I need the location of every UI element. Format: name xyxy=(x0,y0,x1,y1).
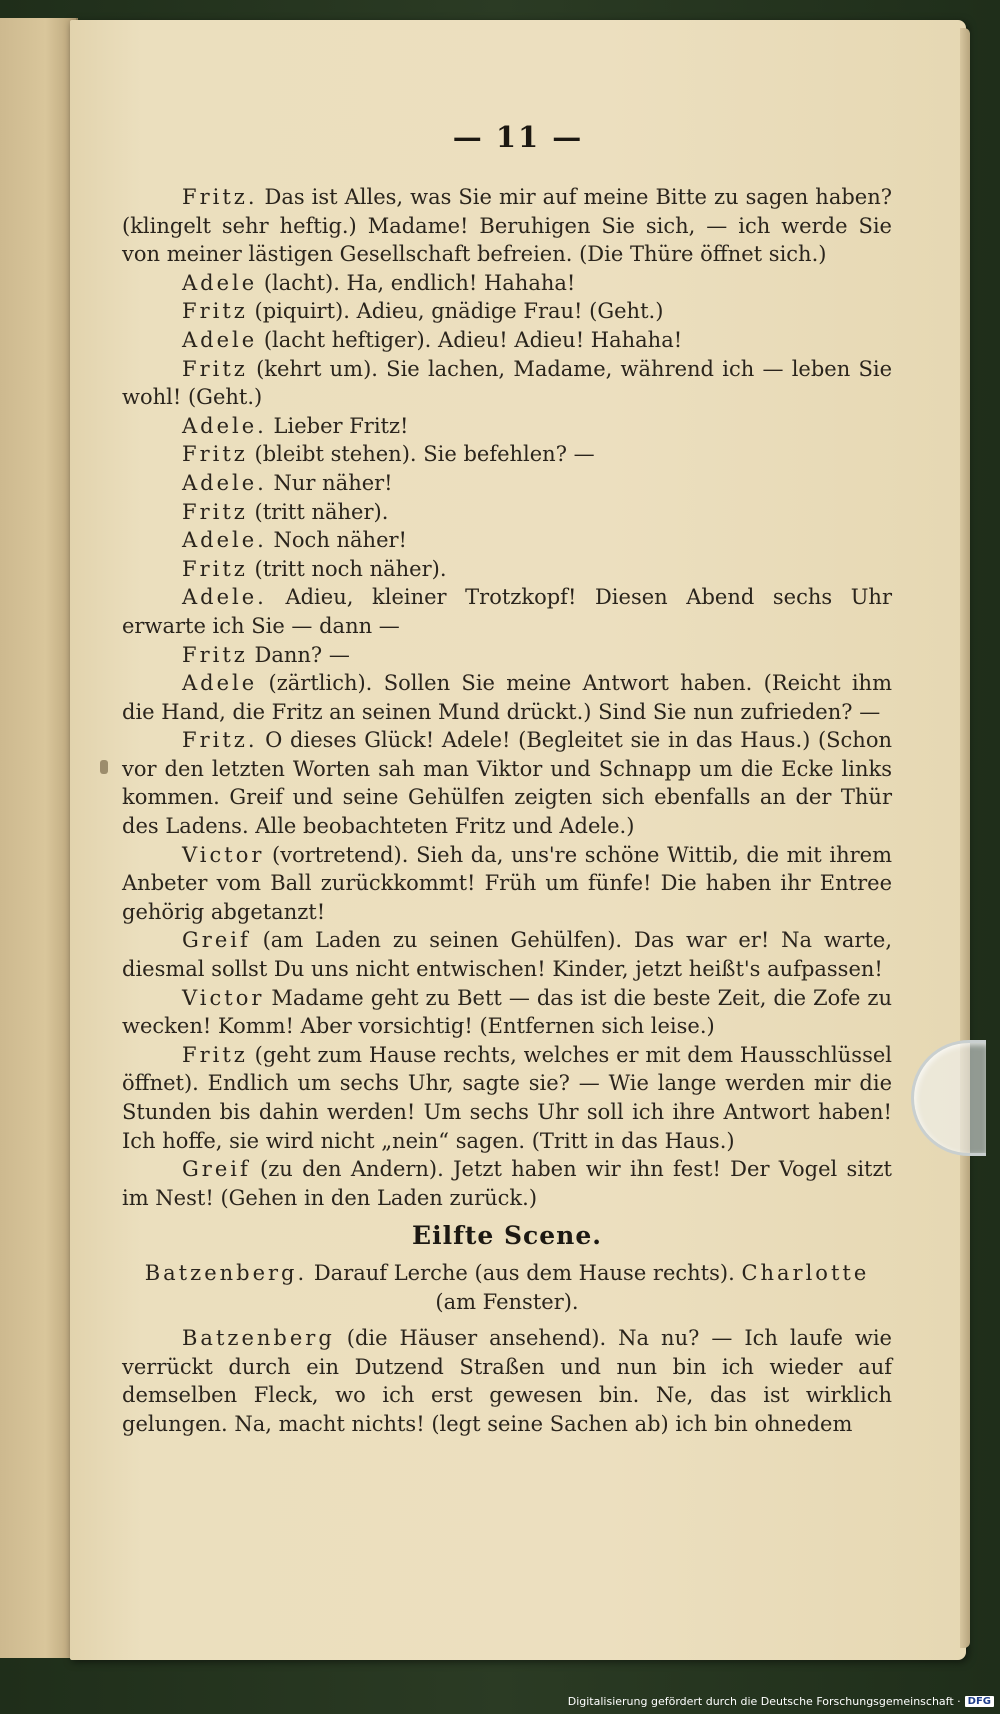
speaker-name: Victor xyxy=(182,985,265,1010)
scene-cast xyxy=(122,1259,892,1316)
scene-cast-text-1: Darauf Lerche (aus dem Hause rechts). xyxy=(307,1260,742,1285)
dialogue-line xyxy=(122,183,892,269)
speaker-name: Adele. xyxy=(182,585,267,610)
line-text: (tritt näher). xyxy=(247,499,389,524)
speaker-name: Fritz xyxy=(182,499,248,524)
dialogue-line xyxy=(122,412,892,441)
dialogue-lines xyxy=(122,183,892,1212)
speaker-name: Adele xyxy=(182,671,258,696)
speaker-name: Adele xyxy=(182,327,258,352)
line-text: (am Laden zu seinen Gehülfen). Das war er! Na warte, diesmal sollst Du uns nicht entwischen! Kinder, jetzt heißt's aufpassen! xyxy=(122,928,892,982)
line-text: (lacht heftiger). Adieu! Adieu! Hahaha! xyxy=(257,327,683,352)
speaker-name: Adele. xyxy=(182,528,267,553)
speaker-name: Fritz xyxy=(182,442,248,467)
line-text: Dann? — xyxy=(247,642,350,667)
line-text: (zu den Andern). Jetzt haben wir ihn fest! Der Vogel sitzt im Nest! (Gehen in den Laden zurück.) xyxy=(122,1157,892,1210)
paper-speck xyxy=(100,760,108,774)
line-text: Nur näher! xyxy=(266,470,393,495)
dialogue-line xyxy=(122,926,892,983)
dialogue-line xyxy=(122,669,892,726)
dialogue-line xyxy=(122,297,892,326)
dialogue-line xyxy=(122,841,892,927)
speaker-name: Fritz. xyxy=(182,728,258,753)
dialogue-line xyxy=(122,555,892,584)
page-clip xyxy=(911,1040,986,1156)
line-text: (lacht). Ha, endlich! Hahaha! xyxy=(257,270,576,295)
page-text xyxy=(122,183,892,1439)
speaker-name: Batzenberg xyxy=(182,1326,335,1351)
speaker-name: Fritz xyxy=(182,642,248,667)
line-text: (piquirt). Adieu, gnädige Frau! (Geht.) xyxy=(247,299,664,324)
closing-lines xyxy=(122,1324,892,1438)
dialogue-line xyxy=(122,440,892,469)
speaker-name: Adele xyxy=(182,270,258,295)
footer-credit xyxy=(568,1695,994,1708)
line-text: Madame geht zu Bett — das ist die beste Zeit, die Zofe zu wecken! Komm! Aber vorsichtig! (Entfernen sich leise.) xyxy=(122,985,892,1039)
speaker-name: Victor xyxy=(182,842,265,867)
line-text: (kehrt um). Sie lachen, Madame, während ich — leben Sie wohl! (Geht.) xyxy=(122,356,892,410)
scene-heading: Eilfte Scene. xyxy=(412,1221,602,1251)
speaker-name: Fritz xyxy=(182,299,248,324)
speaker-name: Fritz. xyxy=(182,185,258,209)
line-text: O dieses Glück! Adele! (Begleitet sie in das Haus.) (Schon vor den letzten Worten sah man Viktor und Schnapp um die Ecke links kommen. Greif und seine Gehülfen zeigten sich ebenfalls an der Thür des Ladens. Alle beobachteten Fritz und Adele.) xyxy=(122,728,892,839)
scene-cast-speaker-1: Batzenberg. xyxy=(144,1260,308,1285)
dialogue-line xyxy=(122,726,892,840)
dialogue-line xyxy=(122,583,892,640)
speaker-name: Fritz xyxy=(182,356,248,381)
dialogue-line xyxy=(122,641,892,670)
dialogue-line xyxy=(122,526,892,555)
speaker-name: Fritz xyxy=(182,1042,248,1067)
line-text: Das ist Alles, was Sie mir auf meine Bitte zu sagen haben? (klingelt sehr heftig.) Madame! Beruhigen Sie sich, — ich werde Sie von meiner lästigen Gesellschaft befreien. (Die Thüre öffnet sich.) xyxy=(122,185,892,267)
dialogue-line xyxy=(122,269,892,298)
left-page-edge xyxy=(0,18,78,1658)
line-text: Lieber Fritz! xyxy=(266,413,409,438)
speaker-name: Fritz xyxy=(182,556,248,581)
dialogue-line xyxy=(122,984,892,1041)
line-text: (die Häuser ansehend). Na nu? — Ich laufe wie verrückt durch ein Dutzend Straßen und nun bin ich wieder auf demselben Fleck, wo ich erst gewesen bin. Ne, das ist wirklich gelungen. Na, macht nichts! (legt seine Sachen ab) ich bin ohnedem xyxy=(122,1326,892,1436)
dfg-logo: DFG xyxy=(965,1696,994,1707)
speaker-name: Greif xyxy=(182,1157,251,1182)
speaker-name: Adele. xyxy=(182,470,267,495)
dialogue-line xyxy=(122,1155,892,1212)
page-fore-edge xyxy=(960,28,970,1648)
book-page xyxy=(70,20,966,1660)
line-text: Noch näher! xyxy=(266,528,407,553)
footer-text: Digitalisierung gefördert durch die Deutsche Forschungsgemeinschaft · xyxy=(567,1695,961,1708)
speaker-name: Greif xyxy=(182,928,251,953)
dialogue-line xyxy=(122,1324,892,1438)
scene-cast-speaker-2: Charlotte xyxy=(741,1260,870,1285)
line-text: (tritt noch näher). xyxy=(247,556,447,581)
dialogue-line xyxy=(122,498,892,527)
line-text: (vortretend). Sieh da, uns're schöne Wittib, die mit ihrem Anbeter vom Ball zurückkommt! Früh um fünfe! Die haben ihr Entree gehörig abgetanzt! xyxy=(122,842,892,924)
line-text: (bleibt stehen). Sie befehlen? — xyxy=(247,442,595,467)
line-text: (geht zum Hause rechts, welches er mit dem Hausschlüssel öffnet). Endlich um sechs Uhr, sagte sie? — Wie lange werden mir die Stunden bis dahin werden! Um sechs Uhr soll ich ihre Antwort haben! Ich hoffe, sie wird nicht „nein“ sagen. (Tritt in das Haus.) xyxy=(122,1042,892,1153)
speaker-name: Adele. xyxy=(182,413,267,438)
line-text: Adieu, kleiner Trotzkopf! Diesen Abend sechs Uhr erwarte ich Sie — dann — xyxy=(122,585,892,638)
dialogue-line xyxy=(122,469,892,498)
dialogue-line xyxy=(122,355,892,412)
dialogue-line xyxy=(122,326,892,355)
dialogue-line xyxy=(122,1041,892,1155)
scene-cast-text-2: (am Fenster). xyxy=(435,1289,579,1314)
line-text: (zärtlich). Sollen Sie meine Antwort haben. (Reicht ihm die Hand, die Fritz an seinen Mund drückt.) Sind Sie nun zufrieden? — xyxy=(122,671,892,724)
page-number: — 11 — xyxy=(452,120,584,154)
